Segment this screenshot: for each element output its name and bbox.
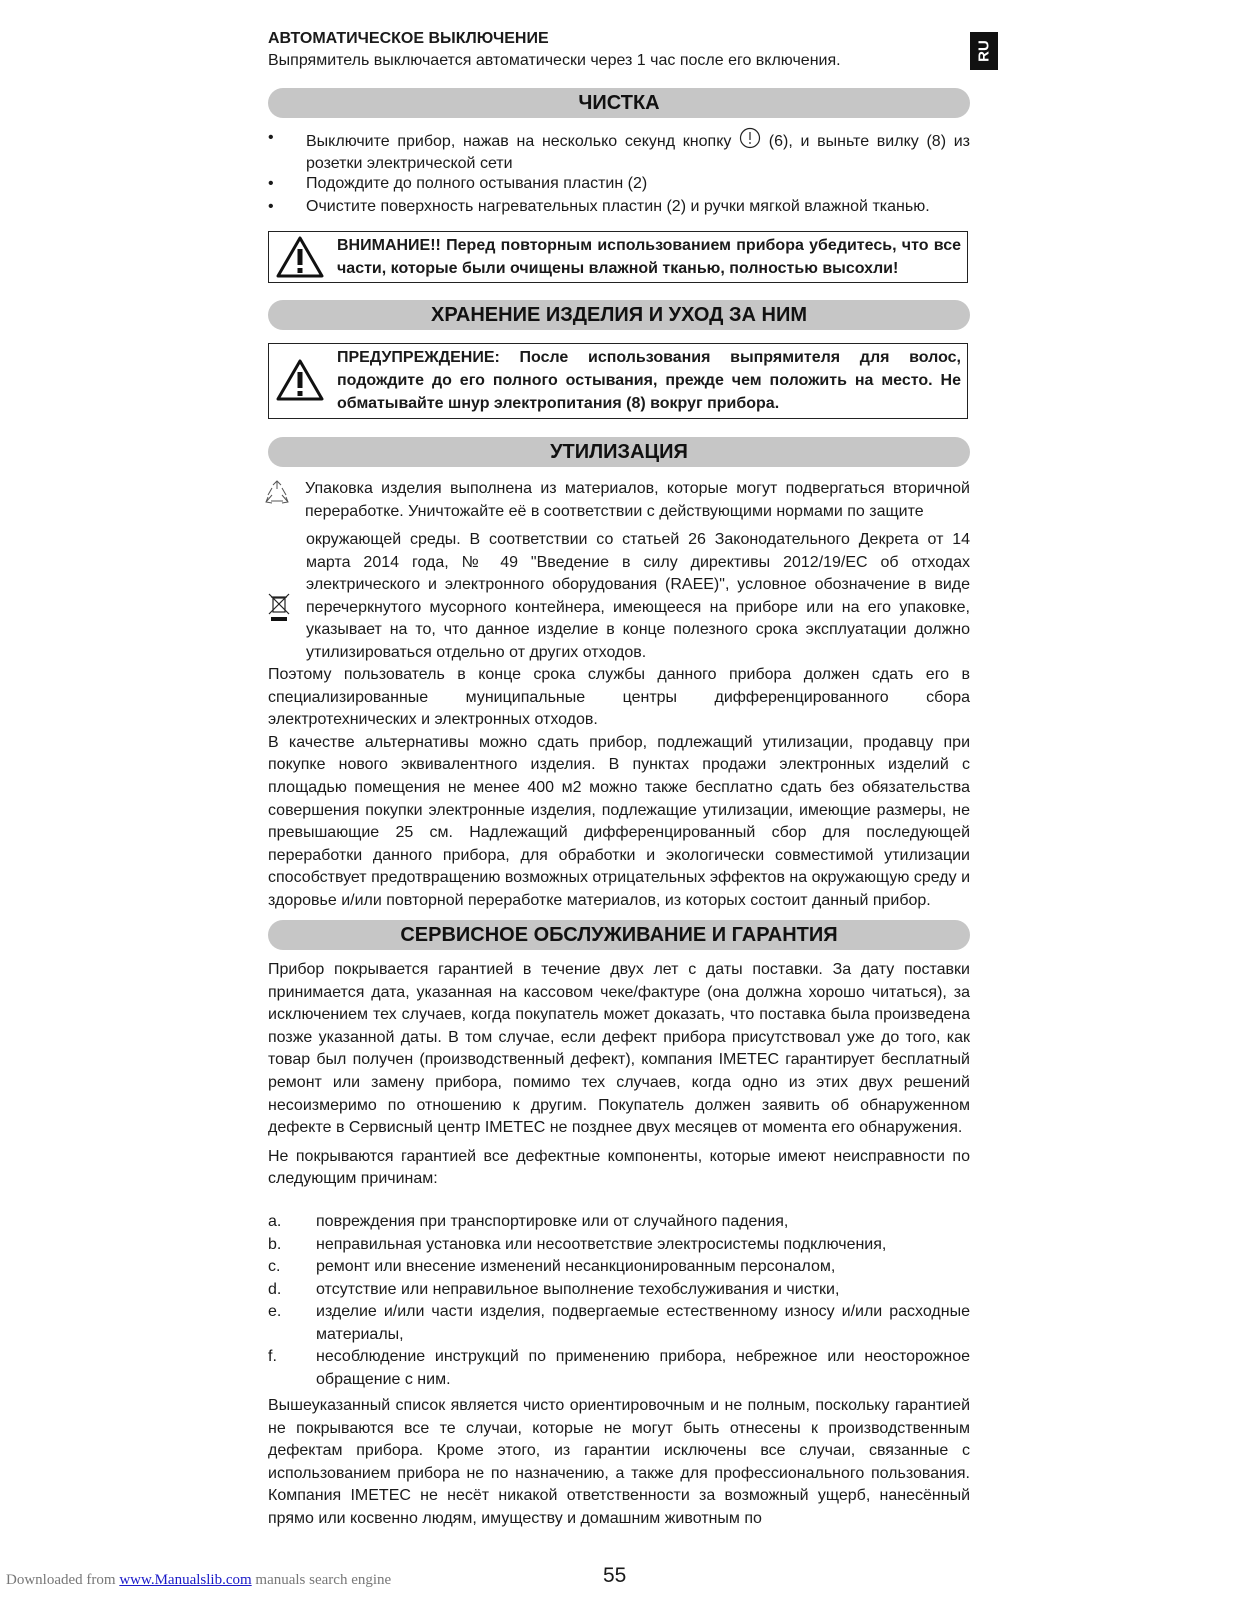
cleaning-heading: ЧИСТКА (268, 88, 970, 118)
cleaning-bullet-1-text-b: (6), и выньте вилку (8) из розетки электрической сети (306, 133, 970, 172)
list-item-text: ремонт или внесение изменений несанкционированным персоналом, (316, 1258, 836, 1275)
language-tab (970, 32, 998, 70)
list-item-text: отсутствие или неправильное выполнение техобслуживания и чистки, (316, 1280, 840, 1298)
cleaning-bullet-3 (268, 196, 970, 218)
list-item-text: изделие и/или части изделия, подвергаемые естественному износу и/или расходные материалы, (316, 1303, 970, 1343)
footer-prefix: Downloaded from (6, 1572, 120, 1588)
warning-triangle-icon (275, 358, 325, 402)
disposal-p3: Поэтому пользователь в конце срока службы данного прибора должен сдать его в специализированные муниципальные центры дифференцированного сбора электротехнических и электронных отходов. (268, 666, 970, 729)
warranty-exclusions-list (268, 1211, 970, 1391)
warranty-p3: Вышеуказанный список является чисто ориентировочным и не полным, поскольку гарантией не покрываются все те случаи, которые не могут быть отнесены к производственным дефектам прибора. Кроме этого, из гарантии исключены все случаи, связанные с использованием прибора не по назначению, а также для профессионального пользования. Компания IMETEC не несёт никакой ответственности за возможный ущерб, нанесённый прямо или косвенно людям, имуществу и домашним животным по (268, 1397, 970, 1527)
download-footer (6, 1572, 391, 1589)
list-item (268, 1256, 970, 1279)
auto-off-section (268, 28, 970, 73)
cleaning-warning-box (268, 231, 968, 283)
disposal-p2: окружающей среды. В соответствии со статьей 26 Законодательного Декрета от 14 марта 2014 года, № 49 "Введение в силу директивы 2012/19/ЕС об отходах электрического и электронного оборудования (RAEE)", условное обозначение в виде перечеркнутого мусорного контейнера, имеющееся на приборе или на его упаковке, указывает на то, что данное изделие в конце полезного срока эксплуатации должно утилизироваться отдельно от других отходов. (306, 531, 970, 661)
warranty-disclaimer (268, 1395, 970, 1531)
list-item-letter: d. (268, 1280, 282, 1298)
disposal-p4: В качестве альтернативы можно сдать прибор, подлежащий утилизации, продавцу при покупке нового эквивалентного изделия. В пунктах продажи электронных изделий с площадью помещения не менее 400 м2 можно также бесплатно сдать без обязательства совершения покупки электронные изделия, подлежащие утилизации, имеющие размеры, не превышающие 25 см. Надлежащий дифференцированный сбор для последующей переработки данного прибора, для обработки и экологически совместимой утилизации способствует предотвращению возможных отрицательных эффектов на окружающую среду и здоровье и/или повторной переработке материалов, из которых состоит данный прибор. (268, 733, 970, 909)
crossed-bin-icon (267, 592, 291, 622)
disposal-packaging-paragraph (305, 478, 970, 523)
storage-warning-box (268, 343, 968, 419)
cleaning-bullet-2 (268, 173, 970, 195)
list-item (268, 1234, 970, 1257)
bullet-dot: • (268, 198, 274, 215)
disposal-p1: Упаковка изделия выполнена из материалов, которые могут подвергаться вторичной переработке. Уничтожайте её в соответствии с действующими нормами по защите (305, 480, 970, 520)
cleaning-warning-text: ВНИМАНИЕ!! Перед повторным использованием прибора убедитесь, что все части, которые были очищены влажной тканью, полностью высохли! (337, 237, 961, 277)
warranty-p2: Не покрываются гарантией все дефектные компоненты, которые имеют неисправности по следующим причинам: (268, 1147, 970, 1188)
bullet-dot: • (268, 129, 274, 146)
language-tab-label: RU (975, 40, 993, 62)
list-item (268, 1346, 970, 1391)
warranty-p1: Прибор покрывается гарантией в течение двух лет с даты поставки. За дату поставки принимается дата, указанная на кассовом чеке/фактуре (она должна хорошо читаться), за исключением тех случаев, когда покупатель может доказать, что поставка была произведена позже указанной даты. В том случае, если дефект прибора присутствовал уже до того, как товар был получен (производственный дефект), компания IMETEC гарантирует бесплатный ремонт или замену прибора, помимо тех случаев, когда одно из этих двух решений несоизмеримо по отношению к другим. Покупатель должен заявить об обнаруженном дефекте в Сервисный центр IMETEC не позднее двух месяцев от момента его обнаружения. (268, 961, 970, 1137)
disposal-heading: УТИЛИЗАЦИЯ (268, 437, 970, 467)
list-item-text: повреждения при транспортировке или от случайного падения, (316, 1213, 789, 1230)
list-item-letter: f. (268, 1348, 277, 1365)
page-number: 55 (603, 1564, 627, 1587)
warranty-heading: СЕРВИСНОЕ ОБСЛУЖИВАНИЕ И ГАРАНТИЯ (268, 920, 970, 950)
warning-triangle-icon (275, 235, 325, 279)
list-item-text: несоблюдение инструкций по применению прибора, небрежное или неосторожное обращение с ним. (316, 1348, 970, 1388)
list-item (268, 1301, 970, 1346)
disposal-weee-paragraph (306, 529, 970, 665)
cleaning-bullet-2-text: Подождите до полного остывания пластин (2) (306, 175, 648, 192)
manualslib-link[interactable]: www.Manualslib.com (119, 1572, 252, 1588)
list-item-text: неправильная установка или несоответствие электросистемы подключения, (316, 1235, 887, 1253)
storage-warning-text: ПРЕДУПРЕЖДЕНИЕ: После использования выпрямителя для волос, подождите до его полного остывания, прежде чем положить на место. Не обматывайте шнур электропитания (8) вокруг прибора. (337, 349, 961, 412)
list-item-letter: c. (268, 1258, 281, 1275)
list-item-letter: a. (268, 1213, 282, 1230)
recycle-icon (264, 480, 290, 506)
list-item-letter: e. (268, 1303, 282, 1320)
cleaning-bullet-3-text: Очистите поверхность нагревательных пластин (2) и ручки мягкой влажной тканью. (306, 198, 930, 215)
bullet-dot: • (268, 175, 274, 192)
list-item (268, 1211, 970, 1234)
auto-off-title: АВТОМАТИЧЕСКОЕ ВЫКЛЮЧЕНИЕ (268, 30, 549, 47)
storage-heading: ХРАНЕНИЕ ИЗДЕЛИЯ И УХОД ЗА НИМ (268, 300, 970, 330)
warranty-section (268, 959, 970, 1191)
disposal-collection-paragraph (268, 664, 970, 913)
footer-suffix: manuals search engine (251, 1572, 392, 1588)
auto-off-text: Выпрямитель выключается автоматически через 1 час после его включения. (268, 52, 841, 69)
power-button-icon (739, 127, 761, 149)
list-item-letter: b. (268, 1235, 282, 1253)
list-item (268, 1279, 970, 1302)
cleaning-bullet-1-text-a: Выключите прибор, нажав на несколько секунд кнопку (306, 133, 732, 150)
cleaning-bullet-1 (268, 127, 970, 175)
